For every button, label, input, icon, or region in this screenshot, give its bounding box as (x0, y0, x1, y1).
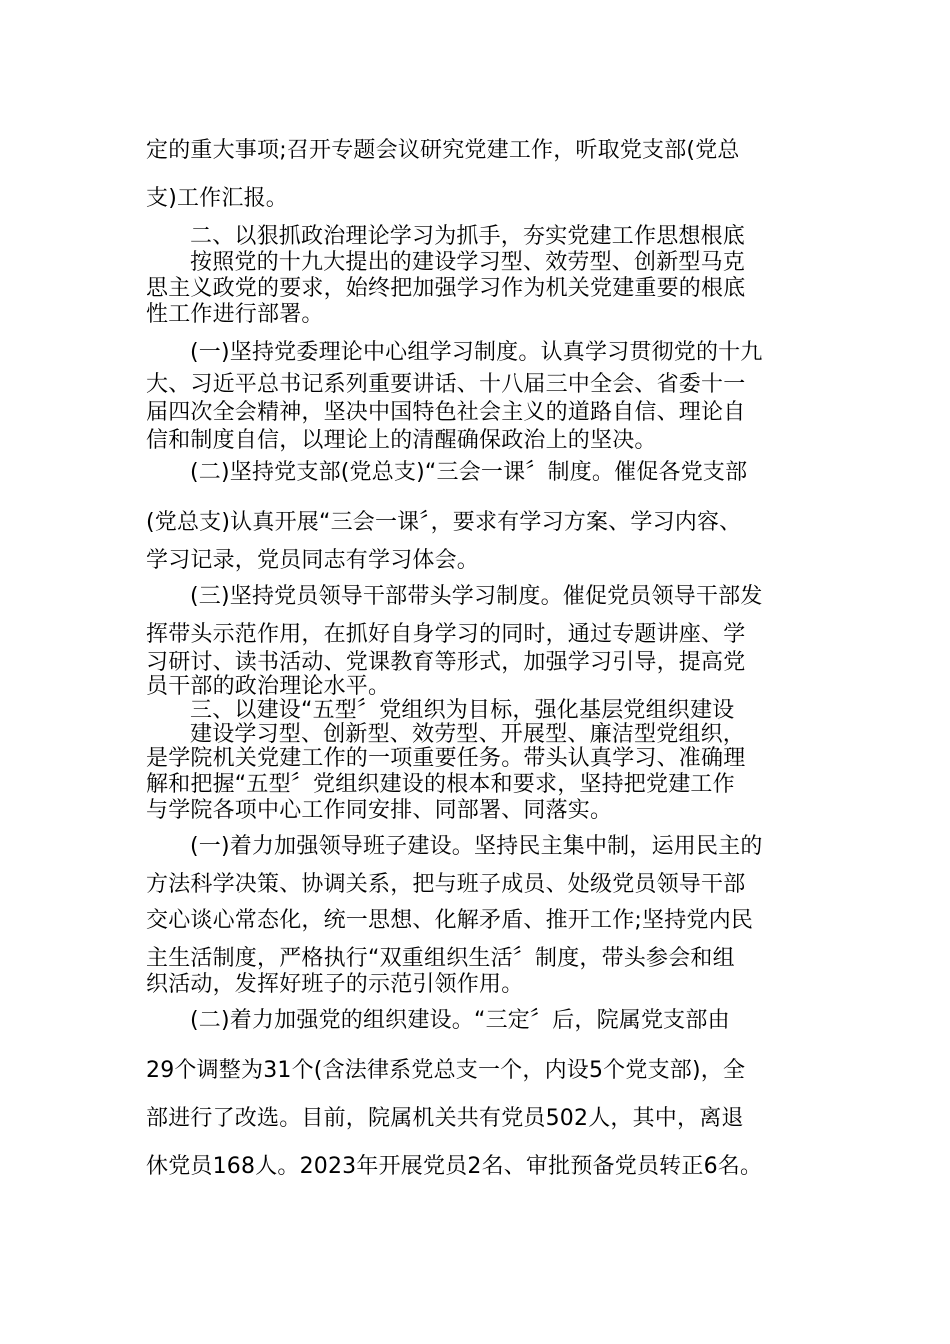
text-line: 思主义政党的要求，始终把加强学习作为机关党建重要的根底 (146, 276, 746, 301)
text-line: 性工作进行部署。 (146, 302, 324, 327)
text-line: 大、习近平总书记系列重要讲话、十八届三中全会、省委十一 (146, 372, 746, 397)
text-line: 信和制度自信，以理论上的清醒确保政治上的坚决。 (146, 428, 657, 453)
text-line: 届四次全会精神，坚决中国特色社会主义的道路自信、理论自 (146, 400, 746, 425)
text-line: 员干部的政治理论水平。 (146, 674, 391, 699)
text-line: 方法科学决策、协调关系，把与班子成员、处级党员领导干部 (146, 872, 746, 897)
text-line: 学习记录，党员同志有学习体会。 (146, 548, 480, 573)
section-heading: 二、以狠抓政治理论学习为抓手，夯实党建工作思想根底 (190, 224, 746, 249)
text-line: (一)坚持党委理论中心组学习制度。认真学习贯彻党的十九 (190, 340, 763, 365)
text-line: (二)坚持党支部(党总支)“三会一课〞制度。催促各党支部 (190, 460, 748, 485)
text-line: (一)着力加强领导班子建设。坚持民主集中制，运用民主的 (190, 834, 763, 859)
text-line: 织活动，发挥好班子的示范引领作用。 (146, 972, 524, 997)
text-line: 主生活制度，严格执行“双重组织生活〞制度，带头参会和组 (146, 946, 735, 971)
text-line: 按照党的十九大提出的建设学习型、效劳型、创新型马克 (190, 250, 746, 275)
text-line: 与学院各项中心工作同安排、同部署、同落实。 (146, 798, 613, 823)
text-line: (二)着力加强党的组织建设。“三定〞后，院属党支部由 (190, 1008, 730, 1033)
text-line: (党总支)认真开展“三会一课〞，要求有学习方案、学习内容、 (146, 510, 742, 535)
text-line: 29个调整为31个(含法律系党总支一个，内设5个党支部)，全 (146, 1058, 746, 1083)
text-line: 交心谈心常态化，统一思想、化解矛盾、推开工作;坚持党内民 (146, 908, 754, 933)
section-heading: 三、以建设“五型〞党组织为目标，强化基层党组织建设 (190, 698, 735, 723)
text-line: 解和把握“五型〞党组织建设的根本和要求，坚持把党建工作 (146, 772, 735, 797)
text-line: (三)坚持党员领导干部带头学习制度。催促党员领导干部发 (190, 584, 763, 609)
text-line: 支)工作汇报。 (146, 186, 288, 211)
text-line: 习研讨、读书活动、党课教育等形式，加强学习引导，提高党 (146, 650, 746, 675)
text-line: 休党员168人。2023年开展党员2名、审批预备党员转正6名。 (146, 1154, 763, 1179)
text-line: 部进行了改选。目前，院属机关共有党员502人，其中，离退 (146, 1106, 744, 1131)
text-line: 定的重大事项;召开专题会议研究党建工作，听取党支部(党总 (146, 138, 740, 163)
text-line: 挥带头示范作用，在抓好自身学习的同时，通过专题讲座、学 (146, 622, 746, 647)
text-line: 建设学习型、创新型、效劳型、开展型、廉洁型党组织， (190, 722, 746, 747)
text-line: 是学院机关党建工作的一项重要任务。带头认真学习、准确理 (146, 746, 746, 771)
